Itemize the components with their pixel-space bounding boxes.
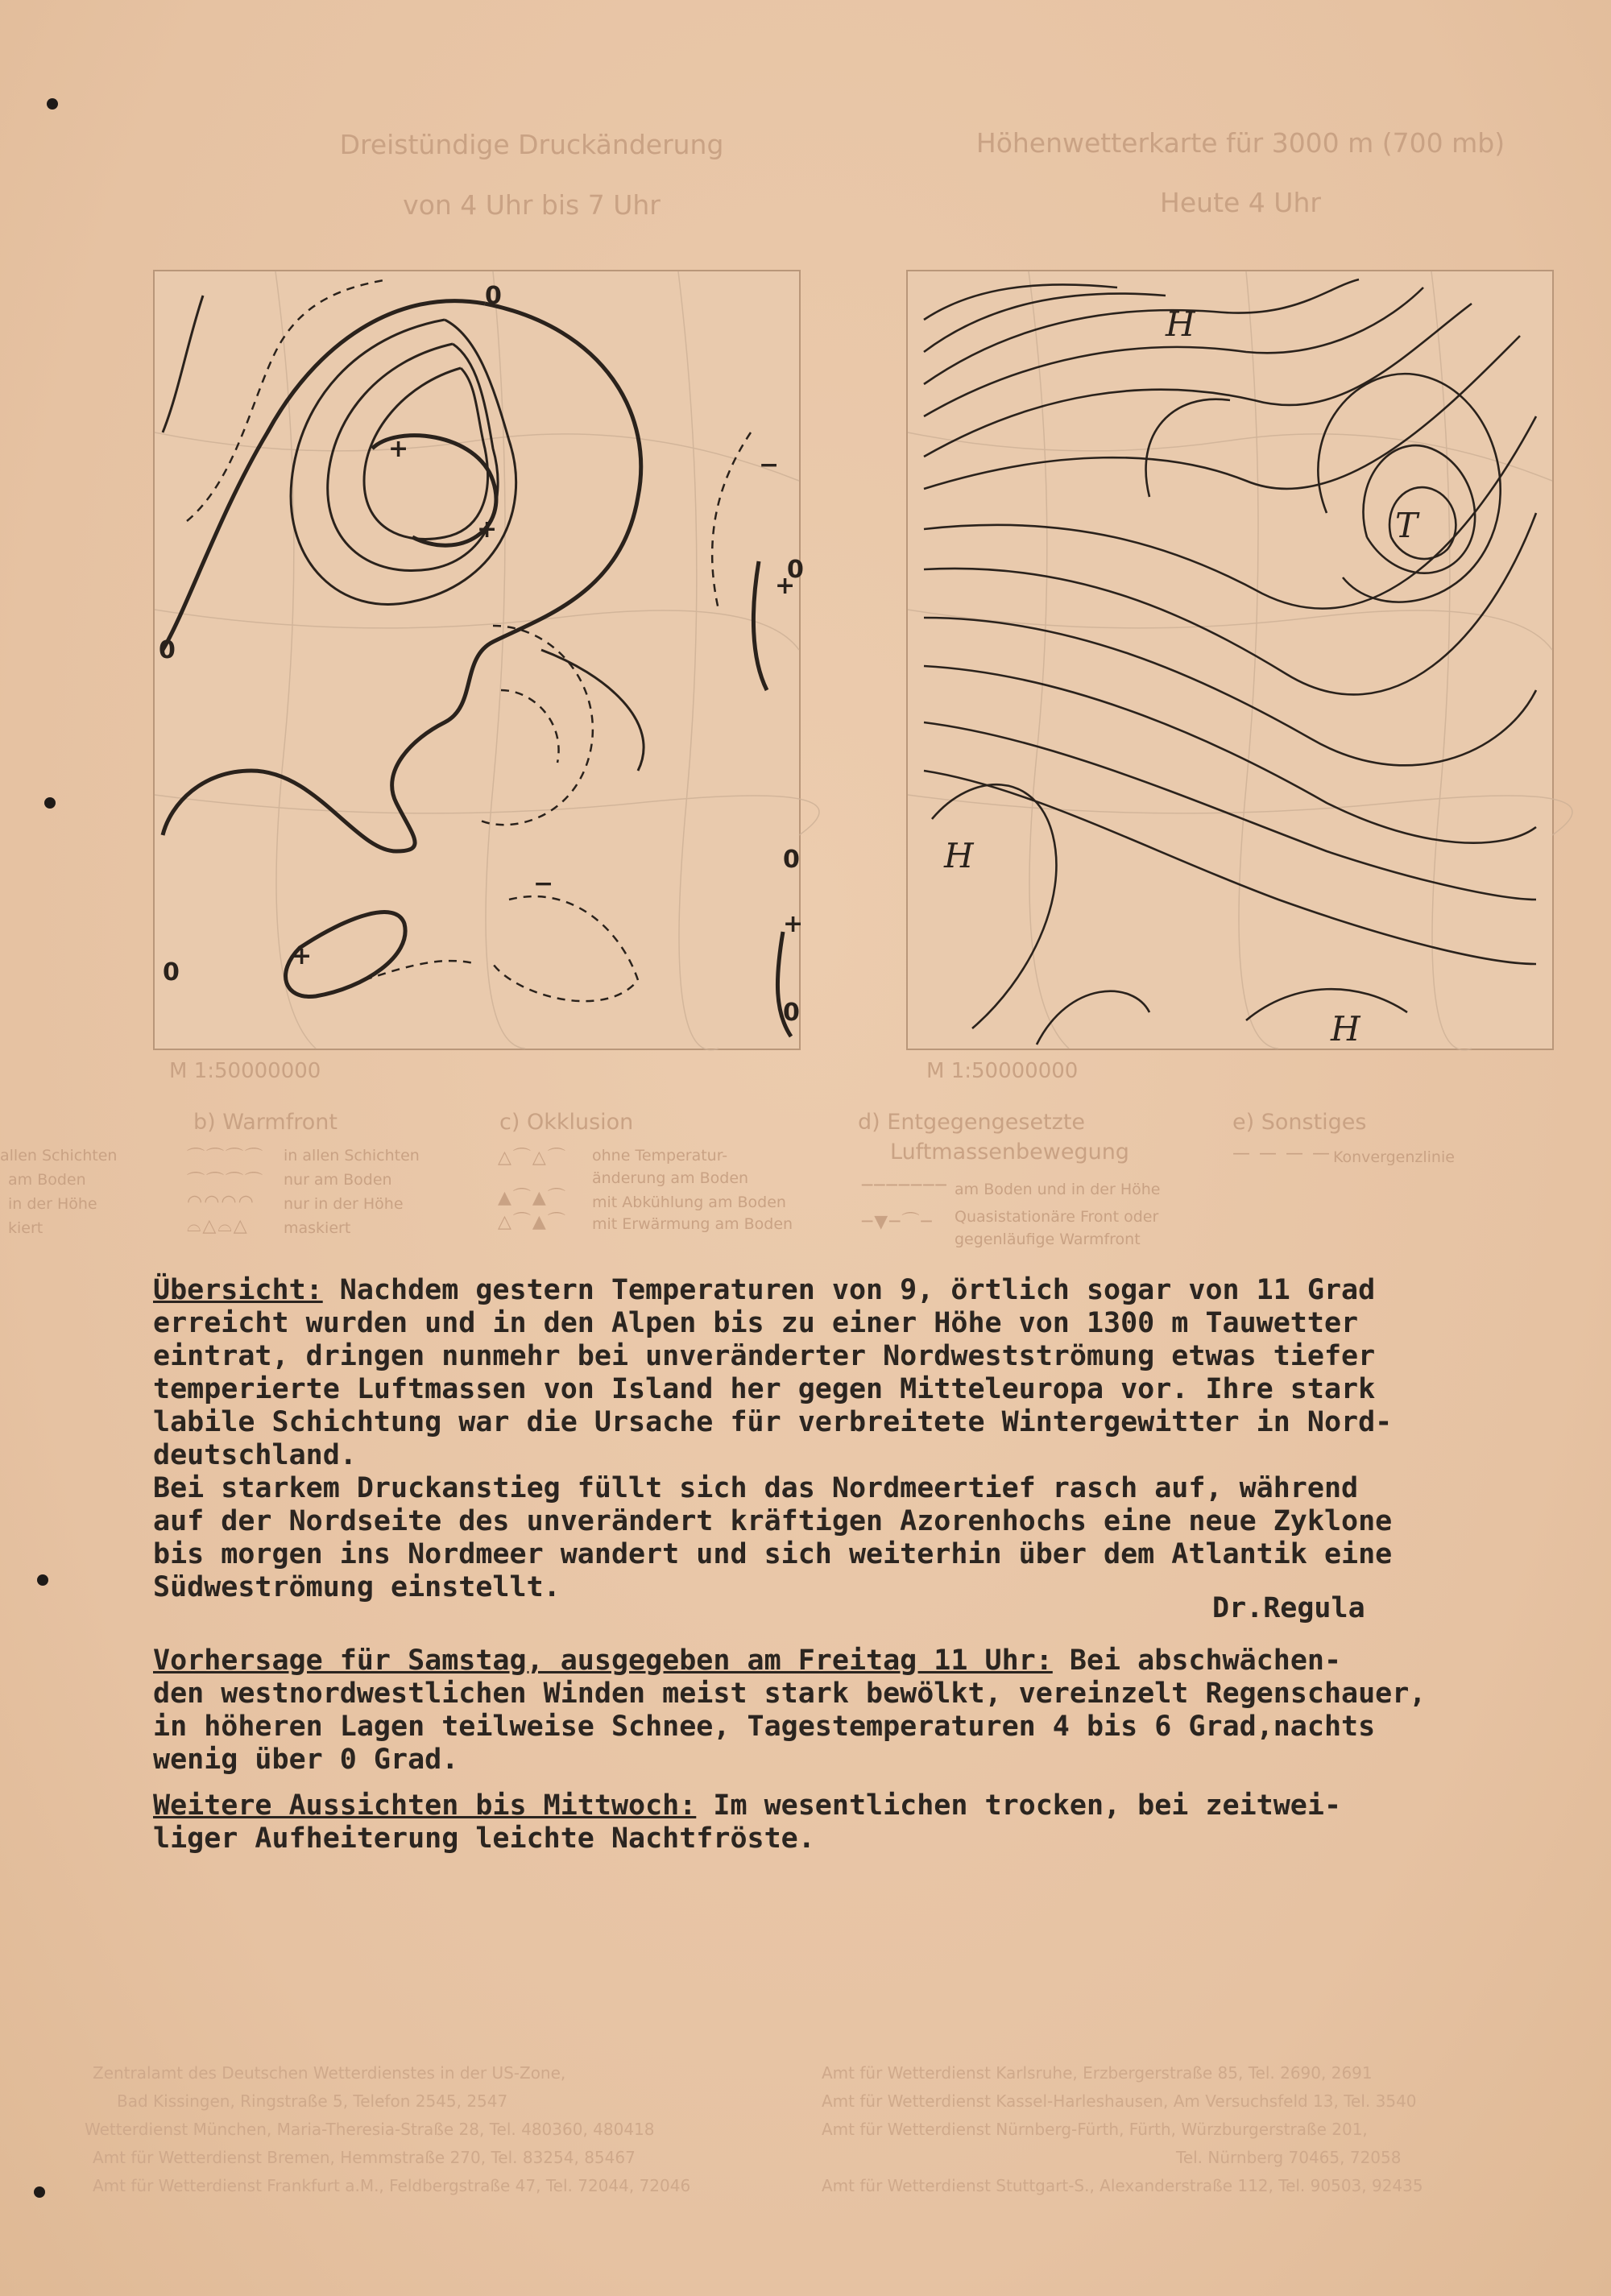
- footer-addresses-left: [85, 2059, 691, 2200]
- legend-left-fragment: am Boden: [8, 1171, 86, 1189]
- svg-text:0: 0: [163, 958, 180, 987]
- legend-item: ohne Temperatur-: [592, 1147, 728, 1165]
- left-map-title: Dreistündige Druckänderung: [339, 129, 724, 160]
- legend-other-heading: e) Sonstiges: [1232, 1110, 1367, 1135]
- svg-text:+: +: [388, 435, 409, 463]
- legend-item: nur am Boden: [284, 1171, 392, 1189]
- legend-left-fragment: kiert: [8, 1219, 43, 1237]
- svg-text:H: H: [1166, 304, 1195, 344]
- svg-text:0: 0: [783, 846, 800, 874]
- svg-text:−: −: [759, 451, 780, 479]
- footer-line: Amt für Wetterdienst Bremen, Hemmstraße 270, Tel. 83254, 85467: [93, 2148, 636, 2167]
- legend-item: mit Erwärmung am Boden: [592, 1215, 793, 1233]
- legend-item: gegenläufige Warmfront: [955, 1231, 1141, 1248]
- warm-front-symbol: ⌒⌒⌒⌒: [187, 1172, 265, 1192]
- legend-opposite-motion-heading: d) Entgegengesetzte: [858, 1110, 1086, 1135]
- outlook-paragraph: [153, 1789, 1474, 1855]
- pressure-change-map: [153, 270, 804, 1050]
- forecast-paragraph: [153, 1644, 1474, 1777]
- footer-line: Zentralamt des Deutschen Wetterdienstes in der US-Zone,: [93, 2063, 566, 2083]
- punch-hole: [37, 1574, 48, 1586]
- svg-text:H: H: [1331, 1009, 1360, 1049]
- svg-text:+: +: [783, 910, 804, 938]
- svg-text:+: +: [292, 942, 313, 970]
- legend-item: änderung am Boden: [592, 1169, 749, 1187]
- footer-line: Amt für Wetterdienst Kassel-Harleshausen, Am Versuchsfeld 13, Tel. 3540: [822, 2091, 1417, 2111]
- quasistationary-front-symbol: ─▼─⌒─: [862, 1212, 934, 1232]
- occlusion-symbol: ▲⌒▲⌒: [498, 1188, 567, 1208]
- right-map-title: Höhenwetterkarte für 3000 m (700 mb): [975, 127, 1505, 159]
- punch-hole: [34, 2186, 45, 2198]
- right-map-scale: M 1:50000000: [926, 1059, 1079, 1083]
- legend-left-fragment: in der Höhe: [8, 1195, 97, 1213]
- punch-hole: [47, 98, 58, 110]
- legend-item: mit Abkühlung am Boden: [592, 1194, 786, 1211]
- legend-item: Konvergenzlinie: [1333, 1148, 1455, 1166]
- upper-air-isolines: [908, 271, 1552, 1049]
- pressure-change-isolines: [155, 271, 804, 1049]
- footer-line: Amt für Wetterdienst Nürnberg-Fürth, Fürth, Würzburgerstraße 201,: [822, 2120, 1368, 2139]
- punch-hole: [44, 797, 56, 809]
- overview-label: Übersicht:: [153, 1274, 323, 1306]
- left-map-subtitle: von 4 Uhr bis 7 Uhr: [403, 189, 661, 221]
- outlook-label: Weitere Aussichten bis Mittwoch:: [153, 1789, 697, 1822]
- overview-paragraph: [153, 1274, 1474, 1604]
- legend-item: maskiert: [284, 1219, 351, 1237]
- occlusion-symbol: △⌒△⌒: [498, 1148, 567, 1168]
- legend-item: nur in der Höhe: [284, 1195, 404, 1213]
- legend-warm-front-heading: b) Warmfront: [193, 1110, 338, 1135]
- svg-text:T: T: [1395, 506, 1418, 545]
- convergence-line-symbol: — — — —: [1232, 1144, 1331, 1164]
- left-map-scale: M 1:50000000: [169, 1059, 321, 1083]
- legend-opposite-motion-heading-2: Luftmassenbewegung: [890, 1140, 1129, 1165]
- svg-text:0: 0: [783, 999, 800, 1027]
- legend-item: in allen Schichten: [284, 1147, 420, 1165]
- svg-text:0: 0: [485, 282, 502, 310]
- opposite-motion-symbol: ───────: [862, 1176, 948, 1196]
- legend-item: am Boden und in der Höhe: [955, 1181, 1161, 1198]
- footer-line: Bad Kissingen, Ringstraße 5, Telefon 2545, 2547: [117, 2091, 508, 2111]
- svg-text:+: +: [477, 515, 498, 544]
- outlook-body: Im wesentlichen trocken, bei zeitwei- liger Aufheiterung leichte Nachtfröste.: [153, 1789, 1342, 1855]
- forecast-label: Vorhersage für Samstag, ausgegeben am Freitag 11 Uhr:: [153, 1644, 1053, 1677]
- warm-front-symbol: ⌓△⌓△: [187, 1216, 249, 1236]
- forecast-body: Bei abschwächen- den westnordwestlichen Winden meist stark bewölkt, vereinzelt Regenschauer, in höheren Lagen teilweise Schnee, Tagestemperaturen 4 bis 6 Grad,nachts wenig über 0 Grad.: [153, 1644, 1427, 1776]
- footer-line: Amt für Wetterdienst Karlsruhe, Erzbergerstraße 85, Tel. 2690, 2691: [822, 2063, 1373, 2083]
- footer-line: Amt für Wetterdienst Stuttgart-S., Alexanderstraße 112, Tel. 90503, 92435: [822, 2176, 1423, 2195]
- legend-left-fragment: allen Schichten: [0, 1147, 118, 1165]
- legend-item: Quasistationäre Front oder: [955, 1208, 1159, 1226]
- right-map-subtitle: Heute 4 Uhr: [1160, 187, 1321, 218]
- warm-front-symbol: ◠◠◠◠: [187, 1192, 255, 1212]
- svg-text:+: +: [775, 572, 796, 600]
- svg-text:0: 0: [159, 636, 176, 664]
- svg-text:−: −: [533, 870, 554, 898]
- upper-air-map: [906, 270, 1554, 1050]
- footer-addresses-right: [822, 2059, 1423, 2200]
- footer-line: Tel. Nürnberg 70465, 72058: [1176, 2148, 1402, 2167]
- footer-line: Wetterdienst München, Maria-Theresia-Straße 28, Tel. 480360, 480418: [85, 2120, 655, 2139]
- occlusion-symbol: △⌒▲⌒: [498, 1212, 567, 1232]
- overview-body: Nachdem gestern Temperaturen von 9, örtlich sogar von 11 Grad erreicht wurden und in den Alpen bis zu einer Höhe von 1300 m Tauwetter eintrat, dringen nunmehr bei unveränderter Nordwestströmung etwas tiefer temperierte Luftmassen von Island her gegen Mitteleuropa vor. Ihre stark labile Schichtung war die Ursache für verbreitete Wintergewitter in Nord- deutschland. Bei starkem Druckanstieg füllt sich das Nordmeertief rasch auf, während auf der Nordseite des unverändert kräftigen Azorenhochs eine neue Zyklone bis morgen ins Nordmeer wandert und sich weiterhin über dem Atlantik eine Südweströmung einstellt.: [153, 1274, 1393, 1603]
- legend-occlusion-heading: c) Okklusion: [499, 1110, 634, 1135]
- warm-front-symbol: ⌒⌒⌒⌒: [187, 1148, 265, 1168]
- svg-text:H: H: [944, 836, 974, 875]
- svg-text:0: 0: [787, 556, 804, 584]
- signature: Dr.Regula: [1212, 1592, 1365, 1624]
- footer-line: Amt für Wetterdienst Frankfurt a.M., Feldbergstraße 47, Tel. 72044, 72046: [93, 2176, 691, 2195]
